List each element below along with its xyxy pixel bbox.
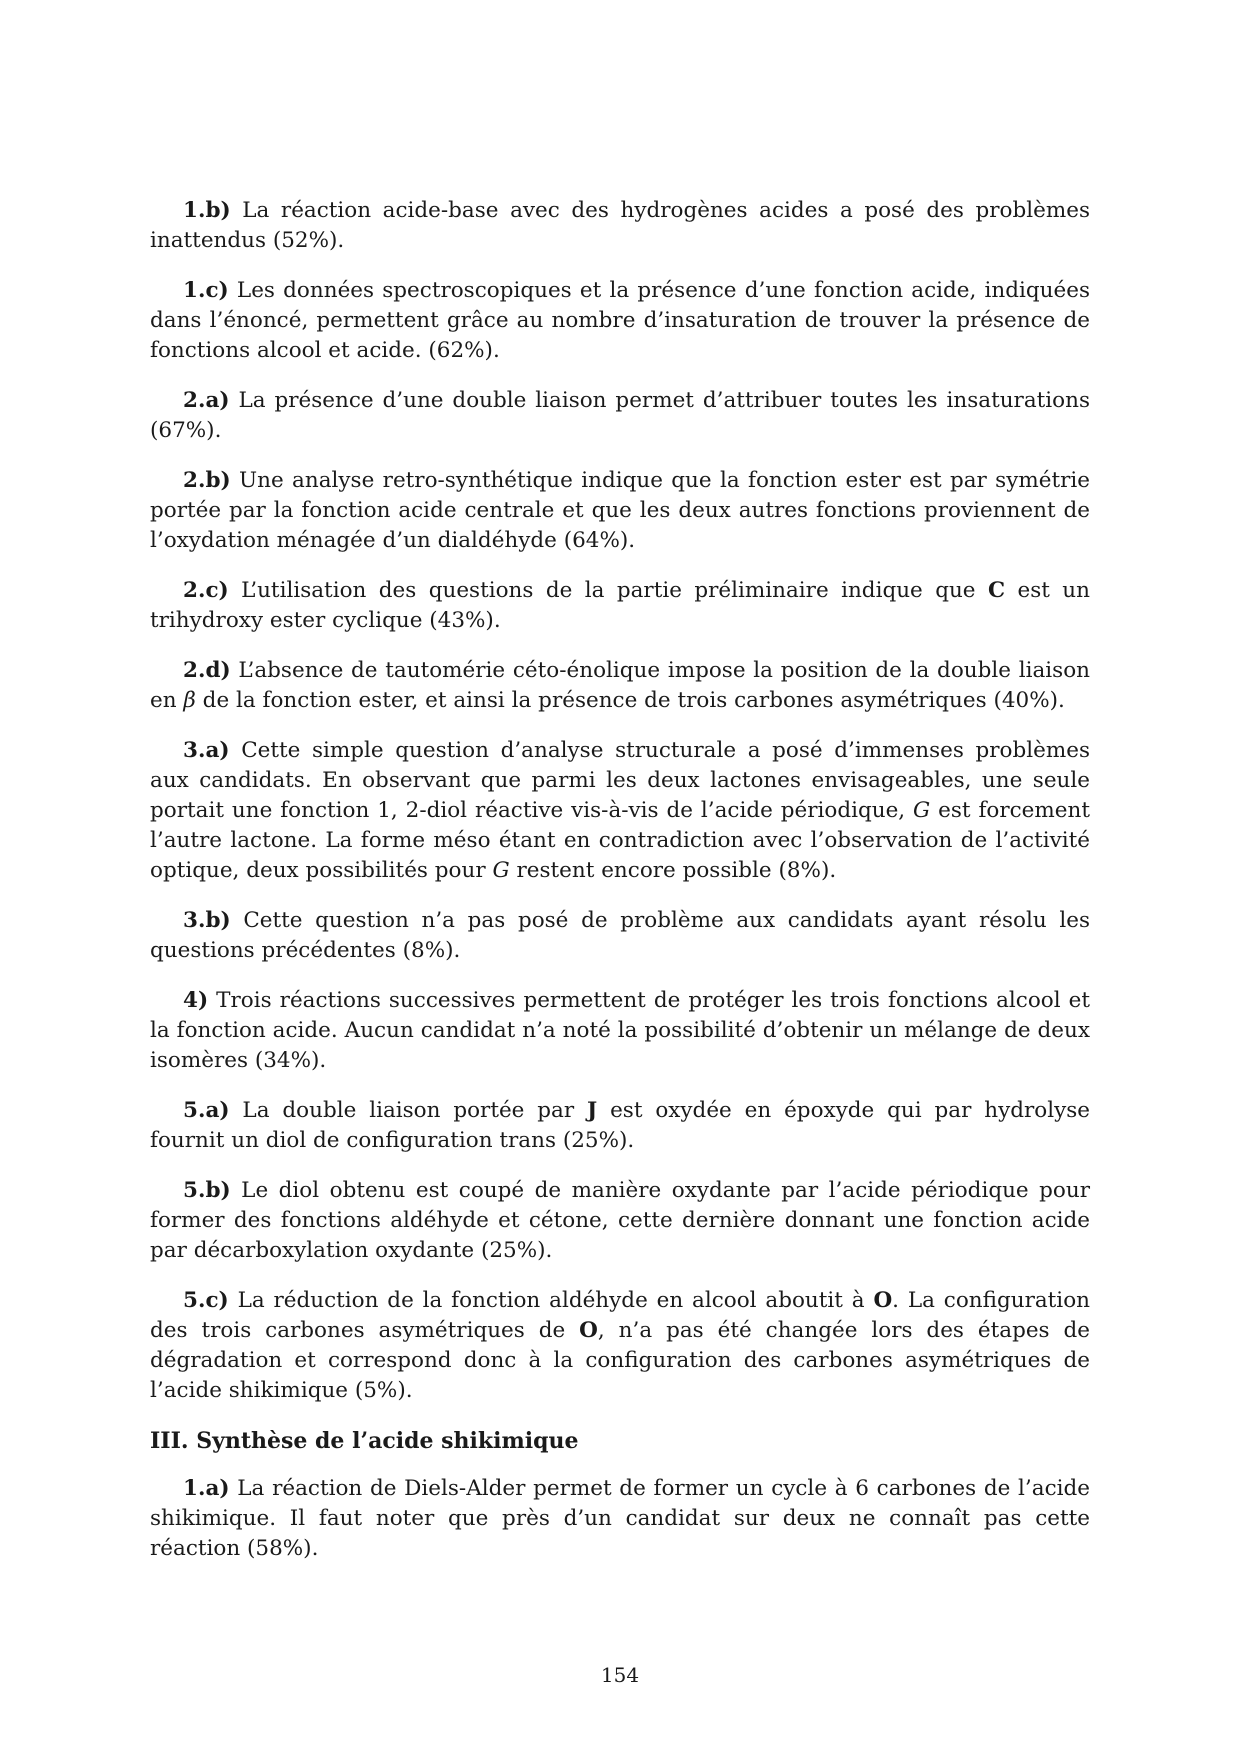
paragraph-text: restent encore possible (8%). [509, 858, 837, 883]
paragraph-text: est oxydée en époxyde qui par hydrolyse fournit un diol de configuration trans (25%). [150, 1098, 1090, 1153]
question-label: 3.b) [183, 908, 231, 933]
question-label: 1.a) [183, 1476, 230, 1501]
paragraph-4 [150, 986, 1090, 1076]
paragraph-1b [150, 196, 1090, 256]
compound-label: O [873, 1288, 893, 1313]
paragraph-text: est un trihydroxy ester cyclique (43%). [150, 578, 1090, 633]
paragraph-2c [150, 576, 1090, 636]
paragraph-5c [150, 1286, 1090, 1406]
paragraph-text: est forcement l’autre lactone. La forme méso étant en contradiction avec l’observation de l’activité optique, deux possibilités pour [150, 798, 1091, 883]
question-label: 4) [183, 988, 209, 1013]
paragraph-text: , n’a pas été changée lors des étapes de dégradation et correspond donc à la configuration des carbones asymétriques de l’acide shikimique (5%). [150, 1318, 1091, 1403]
paragraph-text: La réaction de Diels-Alder permet de former un cycle à 6 carbones de l’acide shikimique. Il faut noter que près d’un candidat sur deux ne connaît pas cette réaction (58%). [150, 1476, 1090, 1561]
paragraph-text: La réaction acide-base avec des hydrogènes acides a posé des problèmes inattendus (52%). [150, 198, 1090, 253]
paragraph-2d [150, 656, 1090, 716]
paragraph-3b [150, 906, 1090, 966]
question-label: 2.d) [183, 658, 231, 683]
math-symbol: G [913, 798, 931, 823]
paragraph-text: Le diol obtenu est coupé de manière oxydante par l’acide périodique pour former des fonctions aldéhyde et cétone, cette dernière donnant une fonction acide par décarboxylation oxydante (25%). [150, 1178, 1090, 1263]
page-body [150, 196, 1090, 1584]
question-label: 3.a) [183, 738, 230, 763]
paragraph-5b [150, 1176, 1090, 1266]
question-label: 5.b) [183, 1178, 231, 1203]
paragraph-3a [150, 736, 1090, 886]
paragraph-text: La double liaison portée par [229, 1098, 588, 1123]
paragraph-2a [150, 386, 1090, 446]
question-label: 2.a) [183, 388, 230, 413]
question-label: 1.b) [183, 198, 231, 223]
paragraph-text: de la fonction ester, et ainsi la présence de trois carbones asymétriques (40%). [195, 688, 1065, 713]
paragraph-text: La réduction de la fonction aldéhyde en alcool aboutit à [228, 1288, 874, 1313]
math-symbol: G [492, 858, 510, 883]
paragraph-text: La présence d’une double liaison permet d’attribuer toutes les insaturations (67%). [150, 388, 1090, 443]
question-label: 2.c) [183, 578, 229, 603]
page-number: 154 [600, 1663, 640, 1687]
compound-label: O [579, 1318, 598, 1343]
paragraph-text: Cette question n’a pas posé de problème aux candidats ayant résolu les questions précédentes (8%). [150, 908, 1090, 963]
paragraph-2b [150, 466, 1090, 556]
compound-label: J [587, 1098, 598, 1123]
paragraph-text: L’utilisation des questions de la partie préliminaire indique que [228, 578, 988, 603]
question-label: 5.c) [183, 1288, 229, 1313]
paragraph-III-1a [150, 1474, 1090, 1564]
paragraph-text: Trois réactions successives permettent de protéger les trois fonctions alcool et la fonction acide. Aucun candidat n’a noté la possibilité d’obtenir un mélange de deux isomères (34%). [150, 988, 1090, 1073]
question-label: 1.c) [183, 278, 229, 303]
question-label: 2.b) [183, 468, 231, 493]
paragraph-text: L’absence de tautomérie céto-énolique impose la position de la double liaison en [150, 658, 1090, 713]
paragraph-1c [150, 276, 1090, 366]
math-symbol: β [183, 688, 196, 713]
paragraph-text: Les données spectroscopiques et la présence d’une fonction acide, indiquées dans l’énoncé, permettent grâce au nombre d’insaturation de trouver la présence de fonctions alcool et acide. (62%). [150, 278, 1090, 363]
paragraph-text: Cette simple question d’analyse structurale a posé d’immenses problèmes aux candidats. En observant que parmi les deux lactones envisageables, une seule portait une fonction 1, 2-diol réactive vis-à-vis de l’acide périodique, [150, 738, 1090, 823]
paragraph-5a [150, 1096, 1090, 1156]
compound-label: C [987, 578, 1006, 603]
section-title: III. Synthèse de l’acide shikimique [150, 1428, 579, 1454]
paragraph-text: Une analyse retro-synthétique indique que la fonction ester est par symétrie portée par la fonction acide centrale et que les deux autres fonctions proviennent de l’oxydation ménagée d’un dialdéhyde (64%). [150, 468, 1090, 553]
paragraph-text: . La configuration des trois carbones asymétriques de [150, 1288, 1090, 1343]
question-label: 5.a) [183, 1098, 230, 1123]
